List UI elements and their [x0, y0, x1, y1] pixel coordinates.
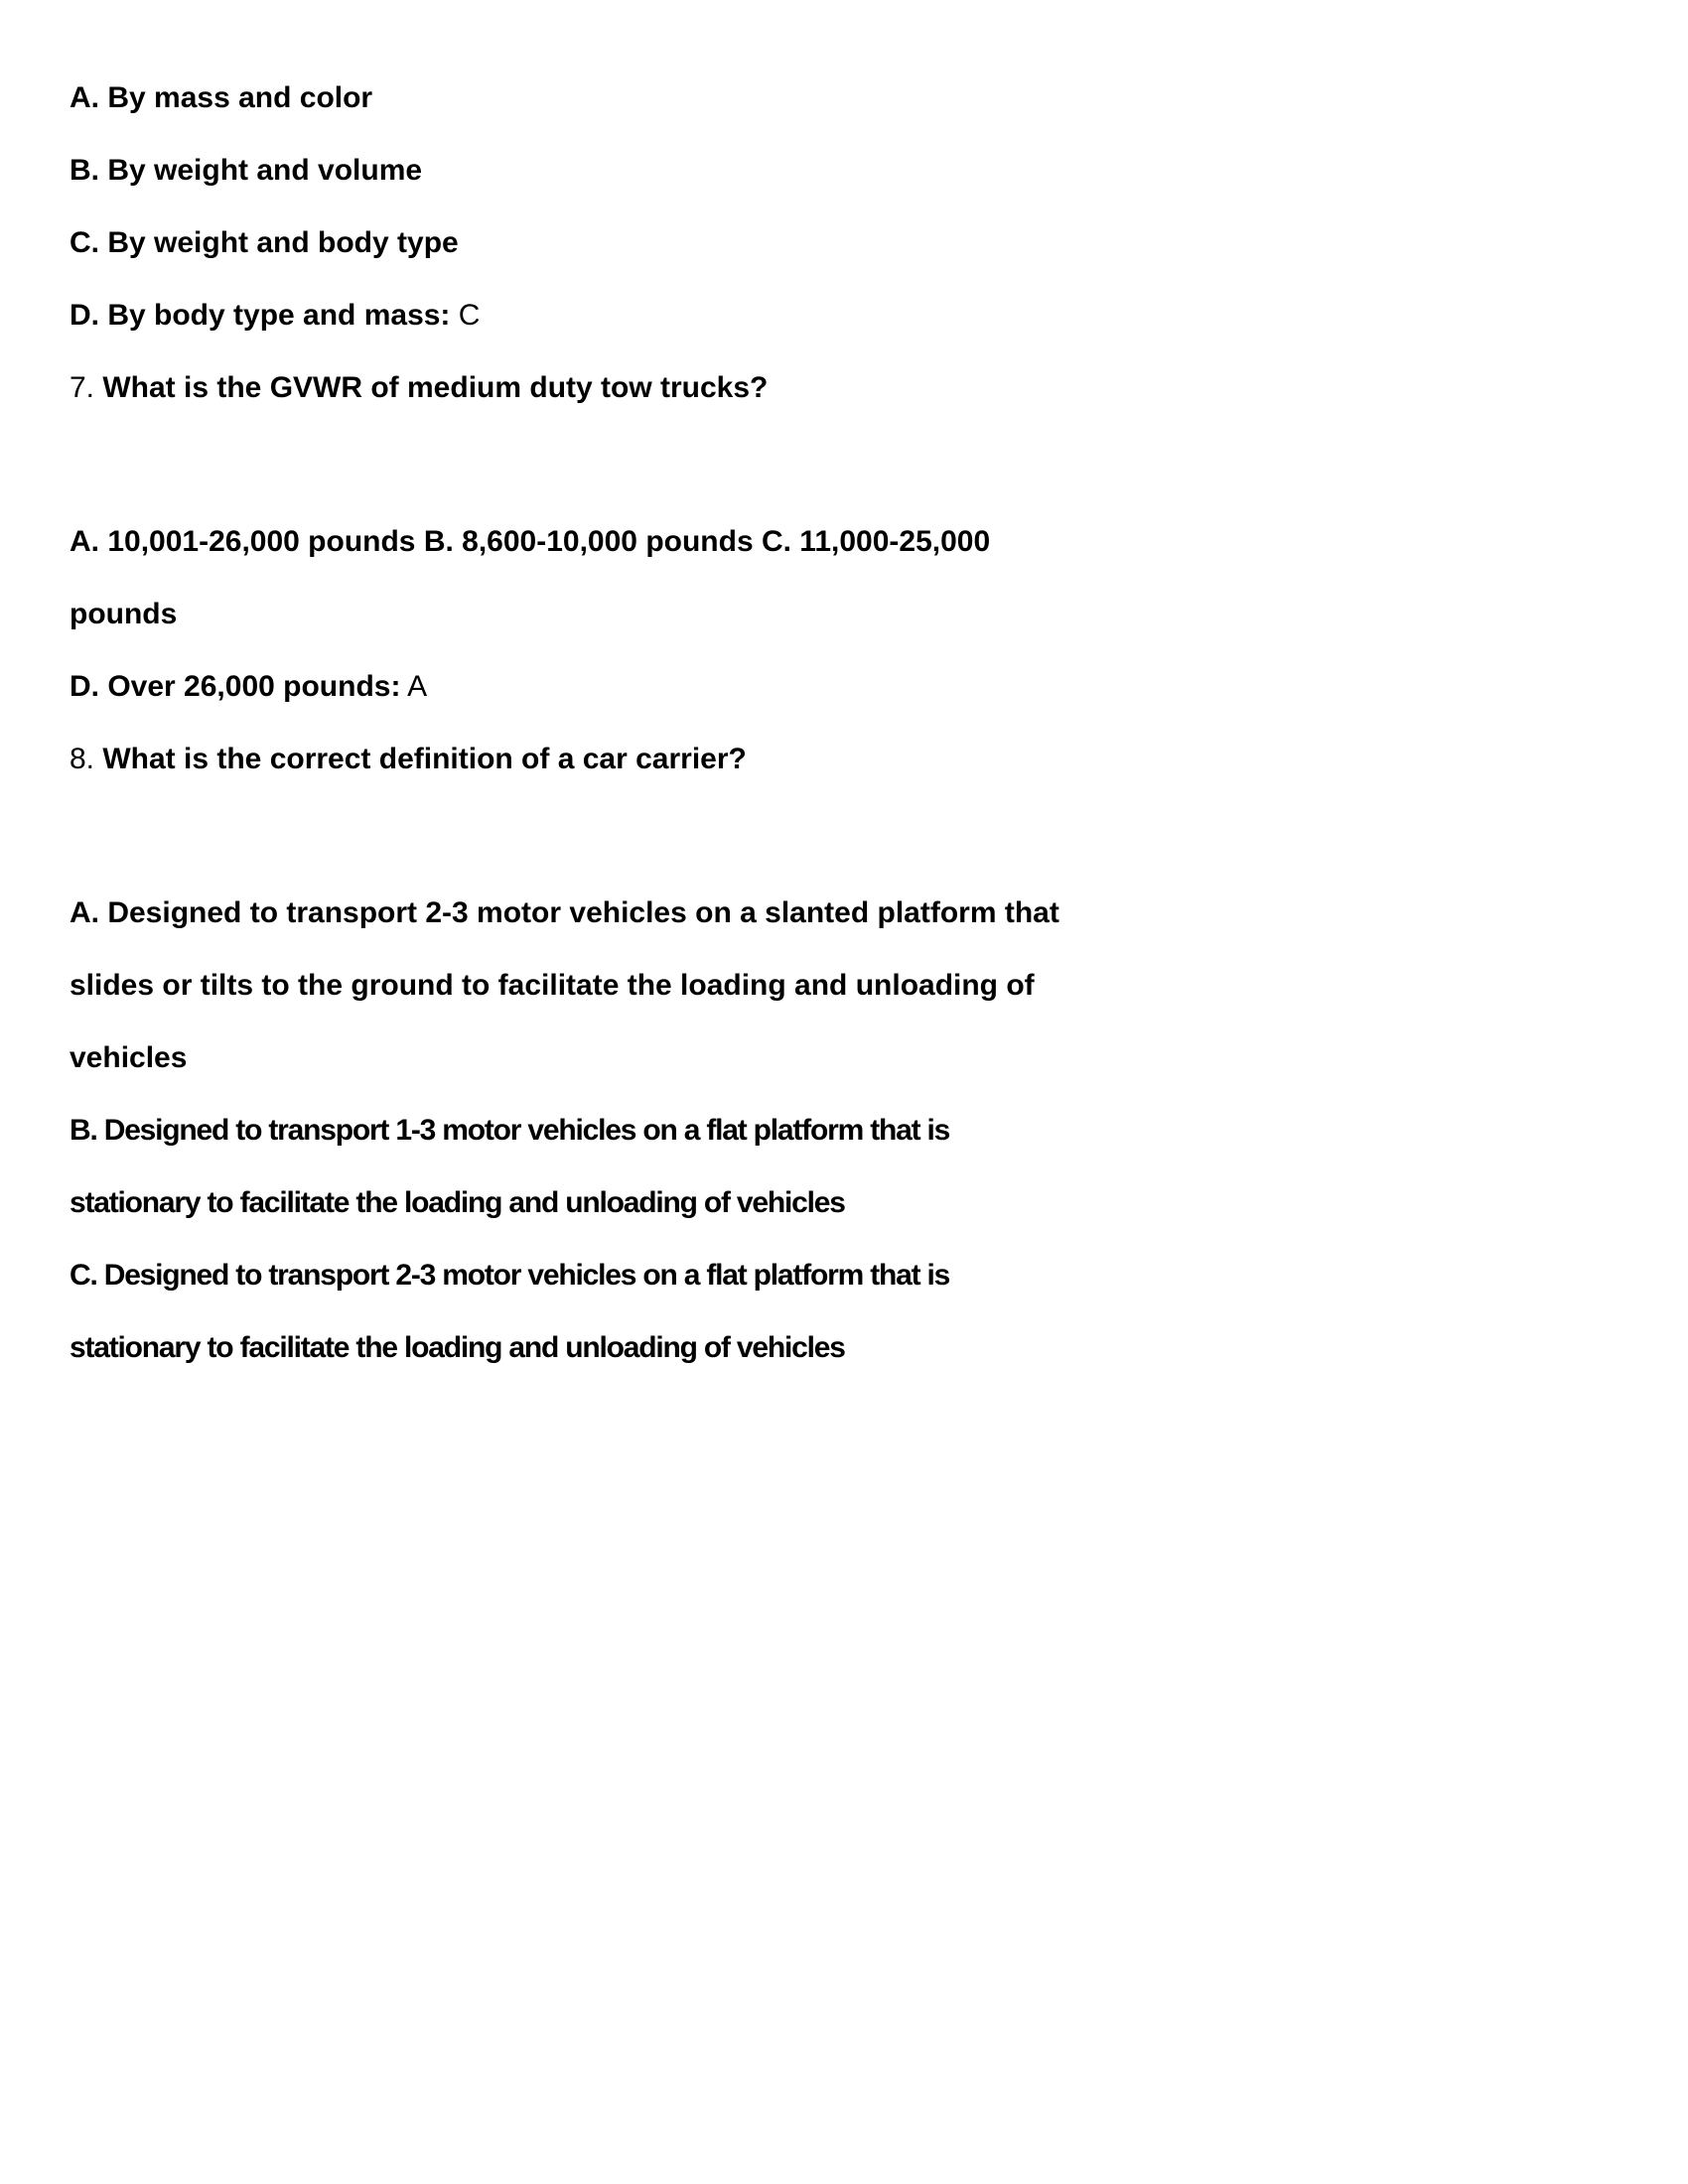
text-line: [70, 723, 1609, 795]
text-line: [70, 505, 1609, 578]
regular-text-span: 7.: [70, 371, 103, 404]
text-line: [70, 949, 1609, 1022]
text-line: [70, 351, 1609, 424]
bold-text-span: B. By weight and volume: [70, 154, 423, 187]
document-content: [70, 62, 1609, 1384]
text-line: [70, 62, 1609, 134]
text-line: [70, 134, 1609, 206]
text-line: [70, 1239, 1609, 1311]
bold-text-span: stationary to facilitate the loading and unloading of vehicles: [70, 1186, 845, 1219]
bold-text-span: C. Designed to transport 2-3 motor vehicles on a flat platform that is: [70, 1259, 950, 1292]
regular-text-span: 8.: [70, 743, 103, 775]
bold-text-span: vehicles: [70, 1041, 188, 1074]
bold-text-span: A. 10,001-26,000 pounds B. 8,600-10,000 pounds C. 11,000-25,000: [70, 525, 991, 558]
text-line: [70, 1022, 1609, 1094]
bold-text-span: D. By body type and mass:: [70, 299, 451, 332]
bold-text-span: stationary to facilitate the loading and unloading of vehicles: [70, 1331, 845, 1364]
text-line: [70, 578, 1609, 650]
text-line: [70, 877, 1609, 949]
text-line: [70, 279, 1609, 351]
text-line: [70, 1311, 1609, 1384]
text-line: [70, 1166, 1609, 1239]
regular-text-span: C: [450, 299, 481, 332]
bold-text-span: B. Designed to transport 1-3 motor vehicles on a flat platform that is: [70, 1114, 950, 1147]
text-line: [70, 206, 1609, 279]
bold-text-span: A. Designed to transport 2-3 motor vehicles on a slanted platform that: [70, 896, 1059, 929]
regular-text-span: A: [400, 670, 428, 703]
bold-text-span: C. By weight and body type: [70, 226, 459, 259]
text-line: [70, 1094, 1609, 1166]
bold-text-span: slides or tilts to the ground to facilitate the loading and unloading of: [70, 969, 1035, 1002]
bold-text-span: What is the correct definition of a car carrier?: [102, 743, 747, 775]
text-line: [70, 650, 1609, 723]
bold-text-span: D. Over 26,000 pounds:: [70, 670, 401, 703]
bold-text-span: pounds: [70, 598, 178, 630]
bold-text-span: What is the GVWR of medium duty tow trucks?: [102, 371, 769, 404]
bold-text-span: A. By mass and color: [70, 81, 373, 114]
